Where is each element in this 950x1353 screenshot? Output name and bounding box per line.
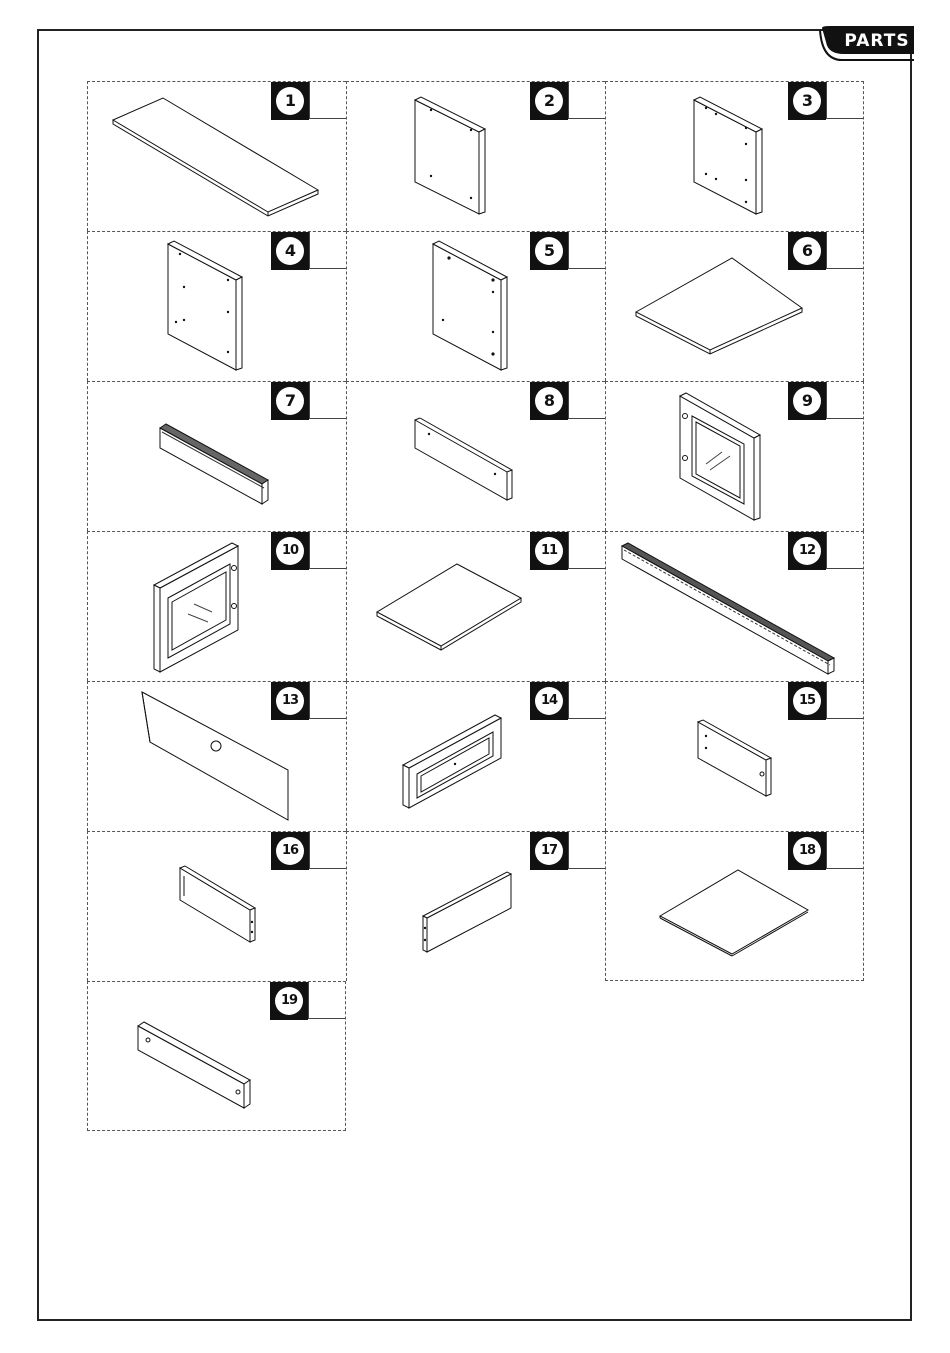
part-badge-2	[530, 82, 605, 120]
part-cell-19	[87, 981, 346, 1131]
part-badge-12	[788, 532, 863, 570]
part-badge-17	[530, 832, 605, 870]
part-cell-16	[87, 831, 346, 981]
part-cell-4	[87, 231, 346, 381]
part-quantity-box-6	[826, 232, 863, 269]
part-number-1: 1	[276, 87, 304, 115]
part-quantity-box-4	[309, 232, 346, 269]
part-number-15: 15	[793, 687, 821, 715]
part-quantity-box-5	[568, 232, 605, 269]
part-quantity-box-19	[308, 982, 345, 1019]
part-badge-16	[271, 832, 346, 870]
part-badge-18	[788, 832, 863, 870]
part-quantity-box-9	[826, 382, 863, 419]
part-quantity-box-10	[309, 532, 346, 569]
part-quantity-box-14	[568, 682, 605, 719]
part-badge-13	[271, 682, 346, 720]
part-badge-9	[788, 382, 863, 420]
part-number-13: 13	[276, 687, 304, 715]
part-number-17: 17	[535, 837, 563, 865]
part-quantity-box-15	[826, 682, 863, 719]
part-cell-18	[605, 831, 864, 981]
part-number-12: 12	[793, 537, 821, 565]
part-quantity-box-11	[568, 532, 605, 569]
part-badge-5	[530, 232, 605, 270]
part-number-9: 9	[793, 387, 821, 415]
parts-section-tab	[818, 26, 914, 62]
part-number-11: 11	[535, 537, 563, 565]
part-cell-6	[605, 231, 864, 381]
part-quantity-box-2	[568, 82, 605, 119]
part-badge-7	[271, 382, 346, 420]
part-badge-4	[271, 232, 346, 270]
part-cell-5	[346, 231, 605, 381]
part-cell-11	[346, 531, 605, 681]
part-quantity-box-12	[826, 532, 863, 569]
part-badge-11	[530, 532, 605, 570]
part-quantity-box-7	[309, 382, 346, 419]
part-number-19: 19	[275, 987, 303, 1015]
part-number-5: 5	[535, 237, 563, 265]
part-cell-12	[605, 531, 864, 681]
part-quantity-box-13	[309, 682, 346, 719]
part-badge-1	[271, 82, 346, 120]
part-number-14: 14	[535, 687, 563, 715]
part-badge-3	[788, 82, 863, 120]
parts-grid	[87, 81, 864, 1134]
part-cell-17	[346, 831, 605, 981]
part-quantity-box-18	[826, 832, 863, 869]
part-cell-7	[87, 381, 346, 531]
part-number-8: 8	[535, 387, 563, 415]
part-number-6: 6	[793, 237, 821, 265]
part-number-2: 2	[535, 87, 563, 115]
part-number-18: 18	[793, 837, 821, 865]
part-cell-1	[87, 81, 346, 231]
part-number-16: 16	[276, 837, 304, 865]
part-badge-15	[788, 682, 863, 720]
part-cell-3	[605, 81, 864, 231]
part-cell-2	[346, 81, 605, 231]
part-number-4: 4	[276, 237, 304, 265]
part-badge-19	[270, 982, 345, 1020]
part-badge-8	[530, 382, 605, 420]
part-cell-13	[87, 681, 346, 831]
part-quantity-box-16	[309, 832, 346, 869]
parts-section-label: PARTS	[844, 31, 910, 51]
part-badge-6	[788, 232, 863, 270]
part-badge-10	[271, 532, 346, 570]
part-cell-9	[605, 381, 864, 531]
part-quantity-box-3	[826, 82, 863, 119]
part-quantity-box-8	[568, 382, 605, 419]
part-number-3: 3	[793, 87, 821, 115]
part-quantity-box-17	[568, 832, 605, 869]
part-cell-15	[605, 681, 864, 831]
part-quantity-box-1	[309, 82, 346, 119]
part-number-10: 10	[276, 537, 304, 565]
part-number-7: 7	[276, 387, 304, 415]
part-cell-10	[87, 531, 346, 681]
part-badge-14	[530, 682, 605, 720]
part-cell-14	[346, 681, 605, 831]
part-cell-8	[346, 381, 605, 531]
